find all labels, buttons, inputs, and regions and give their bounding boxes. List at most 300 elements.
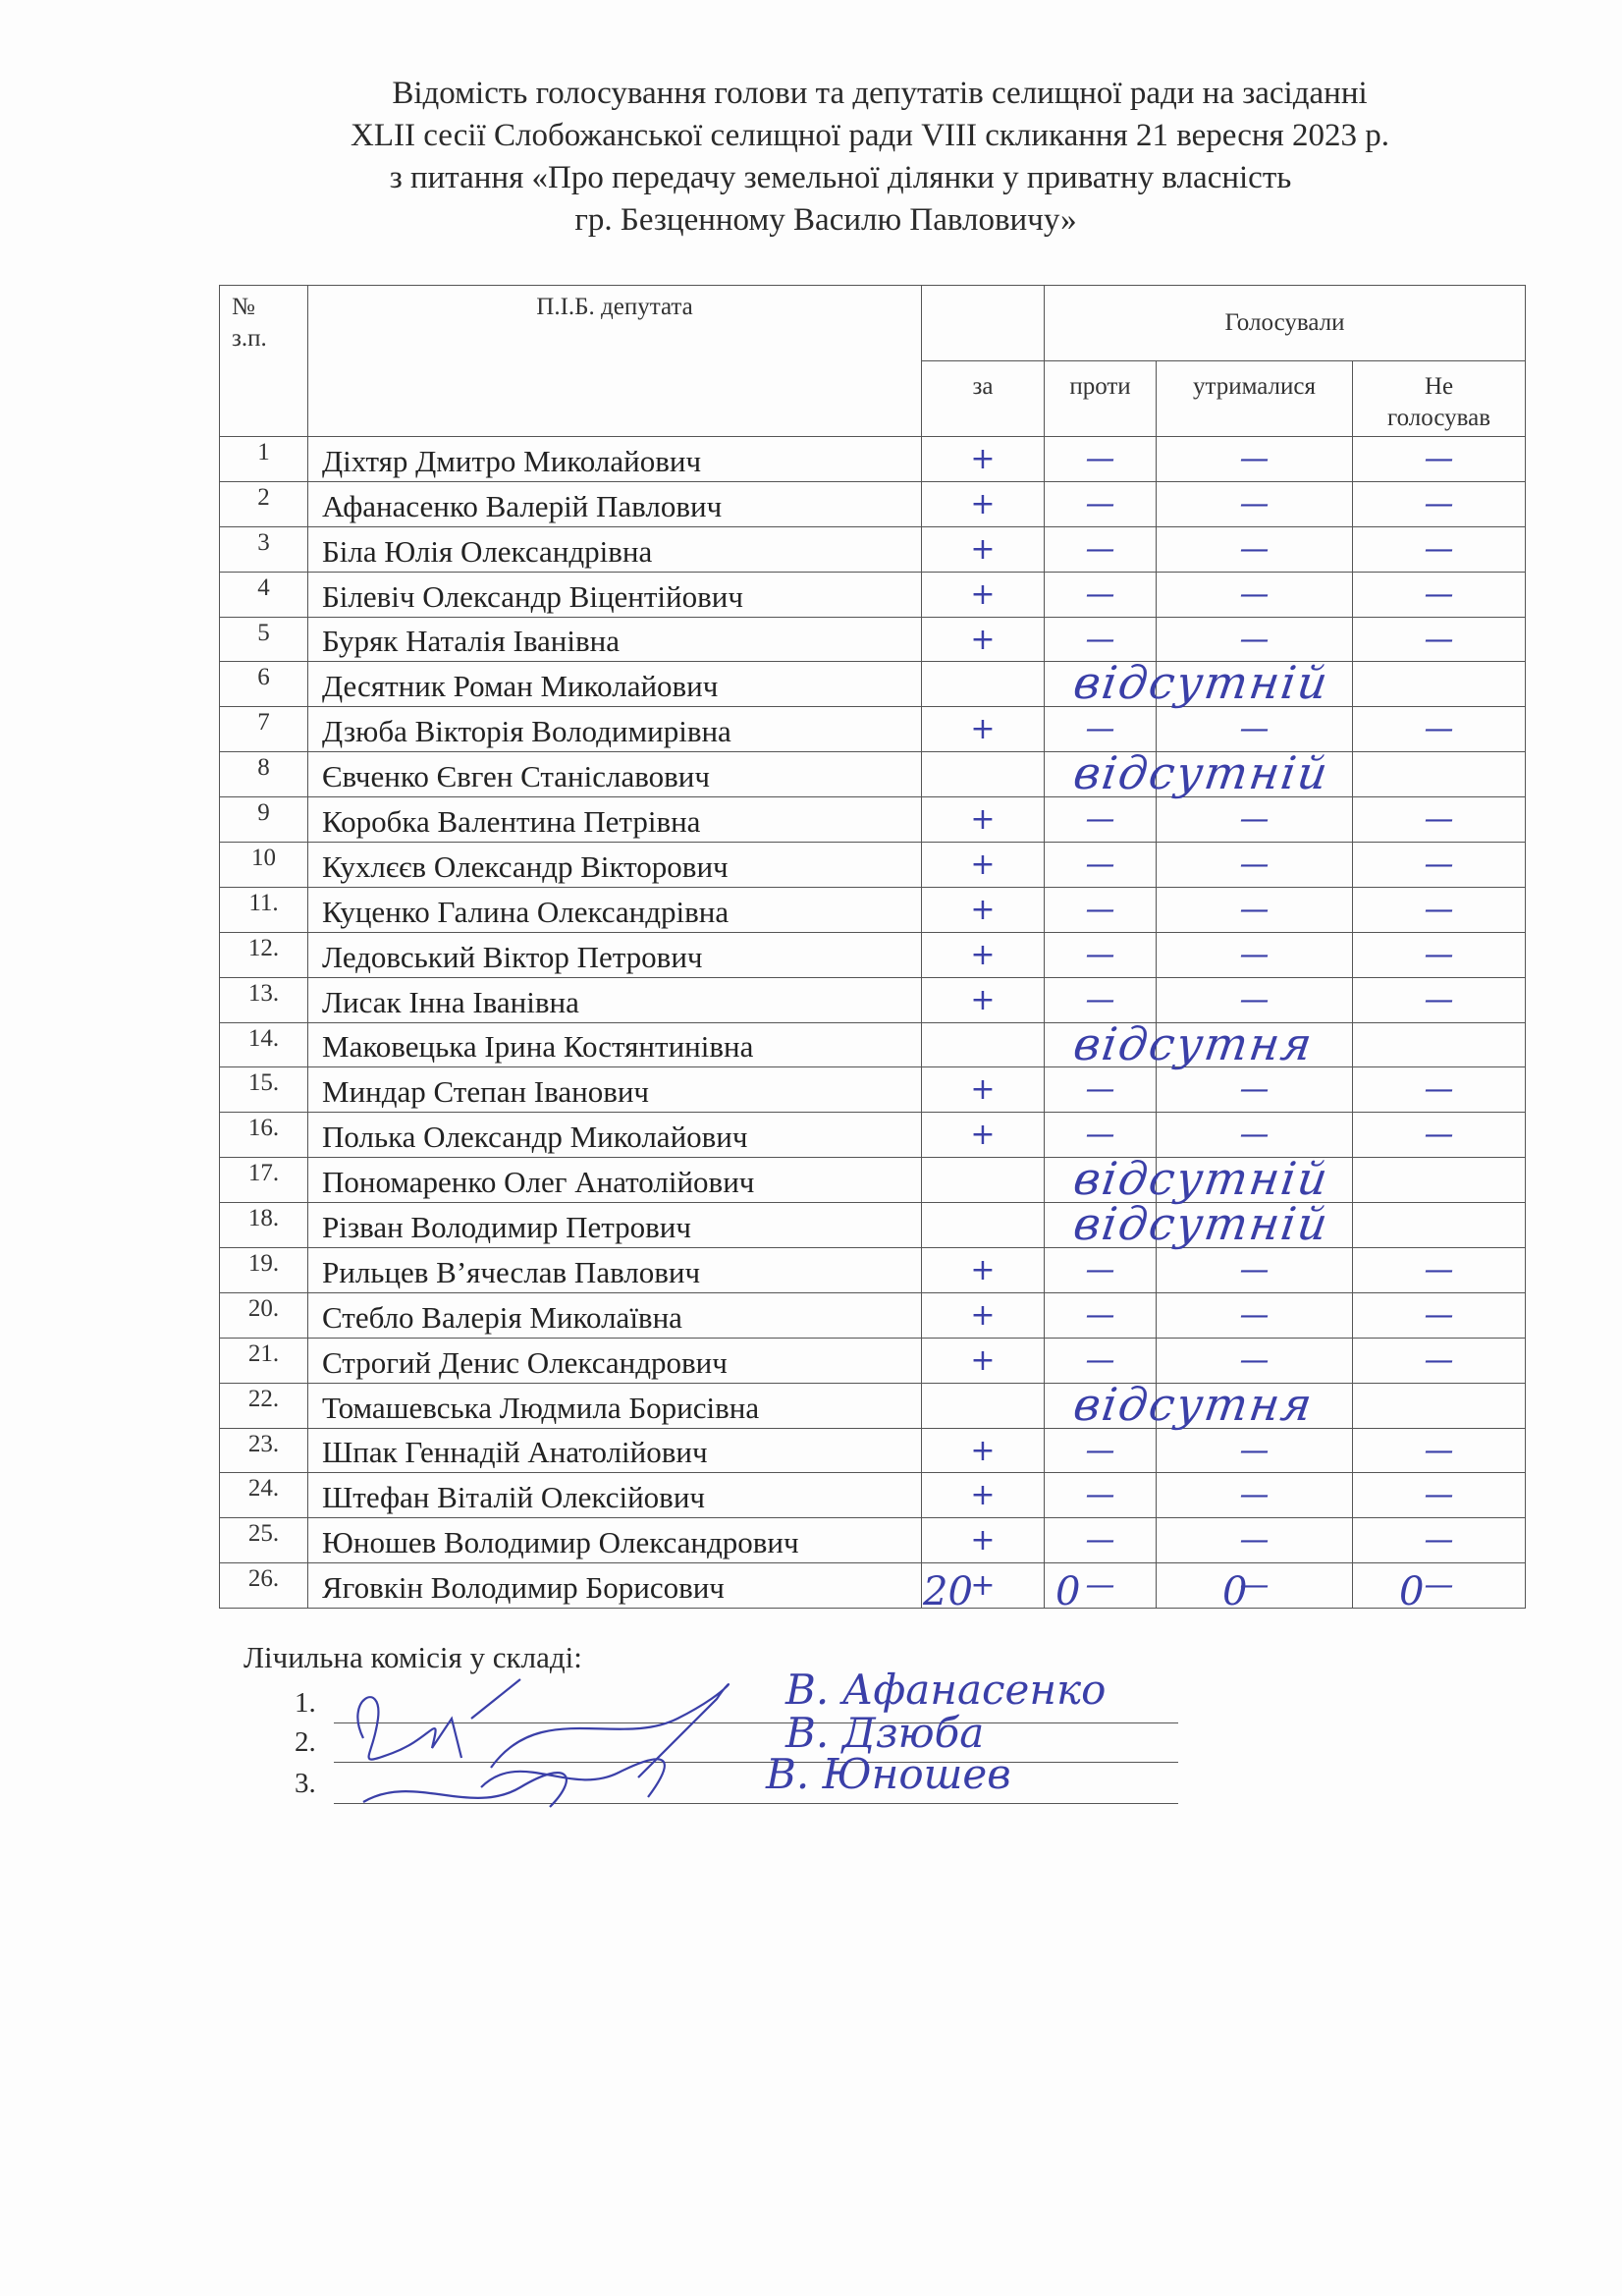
vote-abstained	[1157, 797, 1353, 843]
table-row	[220, 843, 1526, 888]
row-number-value: 4	[257, 574, 270, 601]
vote-for	[922, 617, 1045, 662]
vote-against	[1045, 1113, 1157, 1158]
vote-not-voted	[1353, 1292, 1526, 1338]
row-number	[220, 1203, 308, 1248]
vote-against	[1045, 1377, 1318, 1431]
deputy-name-value: Євченко Євген Станіславович	[322, 759, 710, 794]
vote-against-value: —	[1085, 937, 1115, 972]
deputy-name	[308, 1473, 922, 1518]
table-row	[220, 1113, 1526, 1158]
row-number-value: 18.	[247, 1205, 280, 1232]
row-number-value: 15.	[247, 1069, 280, 1097]
deputy-name	[308, 843, 922, 888]
vote-against-value: —	[1085, 802, 1115, 838]
deputy-name-value: Дзюба Вікторія Володимирівна	[322, 714, 731, 749]
vote-not-voted-value: —	[1424, 1118, 1454, 1153]
vote-against-value: —	[1085, 441, 1115, 476]
deputy-name-value: Стебло Валерія Миколаївна	[322, 1299, 682, 1335]
row-number	[220, 1292, 308, 1338]
vote-not-voted	[1353, 1473, 1526, 1518]
deputy-name-value: Шпак Геннадій Анатолійович	[322, 1435, 708, 1470]
row-number-value: 11.	[248, 889, 279, 916]
vote-not-voted-value: —	[1424, 802, 1454, 838]
vote-not-voted	[1353, 843, 1526, 888]
table-row	[220, 526, 1526, 572]
row-number-value: 16.	[247, 1115, 280, 1142]
deputy-name-value: Біла Юлія Олександрівна	[322, 533, 653, 569]
vote-not-voted-value: —	[1424, 1433, 1454, 1468]
vote-against	[1045, 1248, 1157, 1293]
vote-not-voted-value: —	[1424, 847, 1454, 882]
vote-for-value: +	[970, 1523, 996, 1558]
row-number	[220, 707, 308, 752]
vote-against	[1045, 1197, 1333, 1251]
vote-for	[922, 1292, 1045, 1338]
vote-abstained	[1157, 526, 1353, 572]
row-number-value: 21.	[247, 1339, 280, 1367]
vote-abstained	[1157, 932, 1353, 977]
absent-note: відсутній	[1070, 1197, 1333, 1251]
vote-abstained	[1157, 1338, 1353, 1383]
vote-against	[1045, 797, 1157, 843]
header-not-voted	[1353, 361, 1526, 437]
voting-table	[219, 285, 1526, 1609]
deputy-name-value: Буряк Наталія Іванівна	[322, 624, 620, 659]
vote-not-voted-value: —	[1424, 1568, 1454, 1604]
row-number	[220, 843, 308, 888]
row-number-value: 26.	[247, 1565, 280, 1593]
vote-not-voted-value: —	[1424, 441, 1454, 476]
vote-not-voted-value: —	[1424, 576, 1454, 612]
vote-for	[922, 437, 1045, 482]
deputy-name	[308, 1428, 922, 1473]
vote-not-voted-value: —	[1424, 712, 1454, 747]
deputy-name	[308, 1248, 922, 1293]
table-row	[220, 481, 1526, 526]
vote-for-value: +	[970, 1297, 996, 1333]
vote-abstained	[1157, 1248, 1353, 1293]
deputy-name	[308, 1203, 922, 1248]
vote-against	[1045, 707, 1157, 752]
vote-abstained	[1157, 1022, 1353, 1067]
vote-not-voted-value: —	[1424, 1072, 1454, 1108]
vote-abstained	[1157, 437, 1353, 482]
vote-abstained-value: —	[1239, 1523, 1270, 1558]
row-number	[220, 1428, 308, 1473]
vote-not-voted-value: —	[1424, 1342, 1454, 1378]
vote-against-value: —	[1085, 622, 1115, 657]
row-number-value: 22.	[247, 1385, 280, 1412]
table-row	[220, 932, 1526, 977]
commission-label: Лічильна комісія у складі:	[243, 1640, 582, 1674]
commission-member-2-name: В. Дзюба	[785, 1709, 985, 1757]
row-number	[220, 1158, 308, 1203]
deputy-name	[308, 662, 922, 707]
vote-not-voted-value: —	[1424, 531, 1454, 567]
vote-for	[922, 1383, 1045, 1428]
vote-against-value: —	[1085, 1433, 1115, 1468]
deputy-name	[308, 526, 922, 572]
row-number-value: 20.	[247, 1294, 280, 1322]
vote-for-value: +	[970, 1342, 996, 1378]
vote-not-voted	[1353, 797, 1526, 843]
vote-against	[1045, 526, 1157, 572]
vote-against-value: —	[1085, 1523, 1115, 1558]
vote-against	[1045, 977, 1157, 1022]
row-number	[220, 797, 308, 843]
row-number	[220, 481, 308, 526]
commission-member-1-number: 1.	[295, 1687, 316, 1719]
row-number	[220, 1067, 308, 1113]
header-not-voted-line-2: голосував	[1386, 405, 1491, 431]
vote-not-voted-value: —	[1424, 892, 1454, 927]
table-row	[220, 1067, 1526, 1113]
deputy-name	[308, 887, 922, 932]
vote-abstained-value: —	[1239, 441, 1270, 476]
vote-for-value: +	[970, 1478, 996, 1513]
vote-not-voted	[1353, 617, 1526, 662]
vote-against	[1045, 1292, 1157, 1338]
vote-for	[922, 843, 1045, 888]
deputy-name-value: Томашевська Людмила Борисівна	[322, 1390, 760, 1425]
vote-not-voted-value: —	[1424, 937, 1454, 972]
vote-not-voted	[1353, 481, 1526, 526]
vote-not-voted	[1353, 1113, 1526, 1158]
vote-abstained-value: —	[1239, 802, 1270, 838]
vote-abstained	[1157, 1158, 1353, 1203]
vote-for	[922, 1248, 1045, 1293]
vote-not-voted	[1353, 1248, 1526, 1293]
vote-abstained-value: —	[1239, 712, 1270, 747]
deputy-name	[308, 977, 922, 1022]
table-row	[220, 1473, 1526, 1518]
deputy-name	[308, 1383, 922, 1428]
vote-not-voted	[1353, 437, 1526, 482]
deputy-name-value: Штефан Віталій Олексійович	[322, 1480, 705, 1515]
vote-against-value: —	[1085, 576, 1115, 612]
vote-abstained-value: —	[1239, 622, 1270, 657]
header-number-sub: з.п.	[232, 325, 267, 352]
table-row	[220, 797, 1526, 843]
vote-not-voted-value: —	[1424, 1297, 1454, 1333]
vote-against-value: —	[1085, 1297, 1115, 1333]
deputy-name-value: Миндар Степан Іванович	[322, 1074, 650, 1110]
deputy-name-value: Рильцев В’ячеслав Павлович	[322, 1254, 701, 1289]
vote-not-voted	[1353, 1158, 1526, 1203]
vote-for-value: +	[970, 712, 996, 747]
vote-not-voted	[1353, 707, 1526, 752]
vote-abstained	[1157, 1428, 1353, 1473]
vote-for	[922, 481, 1045, 526]
table-row	[220, 1518, 1526, 1563]
vote-for	[922, 526, 1045, 572]
vote-for	[922, 1203, 1045, 1248]
vote-for-value: +	[970, 1072, 996, 1108]
vote-against	[1045, 481, 1157, 526]
vote-against	[1045, 617, 1157, 662]
commission-member-2-number: 2.	[295, 1726, 316, 1758]
deputy-name-value: Кухлєєв Олександр Вікторович	[322, 848, 729, 884]
table-row	[220, 887, 1526, 932]
vote-against	[1045, 1067, 1157, 1113]
title-line-2: XLII сесії Слобожанської селищної ради VIII скликання 21 вересня 2023 р.	[351, 118, 1389, 153]
vote-for-value: +	[970, 1118, 996, 1153]
vote-for-value: +	[970, 1433, 996, 1468]
vote-for-value: +	[970, 576, 996, 612]
vote-abstained-value: —	[1239, 1433, 1270, 1468]
vote-not-voted	[1353, 1518, 1526, 1563]
vote-abstained-value: —	[1239, 982, 1270, 1017]
deputy-name-value: Різван Володимир Петрович	[322, 1210, 691, 1245]
vote-against	[1045, 437, 1157, 482]
deputy-name-value: Куценко Галина Олександрівна	[322, 894, 730, 929]
total-abstained: 0	[1222, 1569, 1248, 1614]
row-number-value: 1	[257, 439, 270, 465]
vote-for	[922, 797, 1045, 843]
vote-abstained-value: —	[1239, 1342, 1270, 1378]
vote-against	[1045, 1152, 1333, 1206]
table-row	[220, 1338, 1526, 1383]
vote-for	[922, 1067, 1045, 1113]
row-number	[220, 932, 308, 977]
row-number-value: 9	[257, 799, 270, 827]
deputy-name-value: Лисак Інна Іванівна	[322, 984, 579, 1019]
vote-not-voted	[1353, 1203, 1526, 1248]
table-row	[220, 1383, 1526, 1428]
vote-not-voted-value: —	[1424, 982, 1454, 1017]
vote-for	[922, 887, 1045, 932]
table-row	[220, 752, 1526, 797]
vote-for-value: +	[970, 937, 996, 972]
vote-against-value: —	[1085, 531, 1115, 567]
table-row	[220, 707, 1526, 752]
row-number	[220, 1022, 308, 1067]
deputy-name	[308, 707, 922, 752]
vote-for	[922, 1113, 1045, 1158]
vote-for	[922, 1158, 1045, 1203]
vote-abstained-value: —	[1239, 847, 1270, 882]
row-number-value: 25.	[247, 1520, 280, 1548]
deputy-name	[308, 797, 922, 843]
row-number	[220, 977, 308, 1022]
total-not-voted: 0	[1399, 1569, 1425, 1614]
deputy-name-value: Полька Олександр Миколайович	[322, 1120, 748, 1155]
vote-abstained	[1157, 481, 1353, 526]
vote-abstained	[1157, 1203, 1353, 1248]
table-row	[220, 1428, 1526, 1473]
deputy-name	[308, 1292, 922, 1338]
title-line-1: Відомість голосування голови та депутатів селищної ради на засіданні	[392, 76, 1368, 111]
vote-for-value: +	[970, 1568, 996, 1604]
vote-not-voted	[1353, 1067, 1526, 1113]
vote-against	[1045, 1518, 1157, 1563]
vote-abstained-value: —	[1239, 1297, 1270, 1333]
row-number-value: 12.	[247, 934, 280, 961]
deputy-name	[308, 1518, 922, 1563]
vote-abstained-value: —	[1239, 1252, 1270, 1287]
vote-for-value: +	[970, 1252, 996, 1287]
row-number	[220, 617, 308, 662]
vote-against-value: —	[1085, 1478, 1115, 1513]
vote-not-voted	[1353, 932, 1526, 977]
vote-not-voted	[1353, 1428, 1526, 1473]
vote-against	[1045, 1428, 1157, 1473]
deputy-name-value: Пономаренко Олег Анатолійович	[322, 1165, 755, 1200]
vote-abstained-value: —	[1239, 1568, 1270, 1604]
row-number	[220, 662, 308, 707]
vote-against	[1045, 572, 1157, 617]
header-blank	[922, 286, 1045, 361]
vote-not-voted-value: —	[1424, 1523, 1454, 1558]
row-number-value: 19.	[247, 1250, 280, 1278]
deputy-name-value: Діхтяр Дмитро Миколайович	[322, 443, 702, 478]
deputy-name	[308, 1022, 922, 1067]
title-line-4: гр. Безценному Василю Павловичу»	[574, 202, 1077, 238]
vote-against-value: —	[1085, 1568, 1115, 1604]
vote-for	[922, 1338, 1045, 1383]
header-abstained: утрималися	[1157, 361, 1353, 437]
row-number-value: 8	[257, 754, 270, 782]
deputy-name	[308, 572, 922, 617]
vote-against-value: —	[1085, 712, 1115, 747]
deputy-name-value: Афанасенко Валерій Павлович	[322, 488, 723, 523]
vote-against-value: —	[1085, 982, 1115, 1017]
vote-against-value: —	[1085, 847, 1115, 882]
row-number	[220, 1383, 308, 1428]
header-number	[220, 286, 308, 437]
vote-abstained	[1157, 1067, 1353, 1113]
vote-abstained	[1157, 843, 1353, 888]
vote-for	[922, 977, 1045, 1022]
row-number-value: 17.	[247, 1160, 280, 1187]
vote-against	[1045, 656, 1333, 710]
vote-not-voted	[1353, 662, 1526, 707]
vote-against	[1045, 1338, 1157, 1383]
absent-note: відсутній	[1070, 1152, 1333, 1206]
table-row	[220, 1022, 1526, 1067]
vote-for-value: +	[970, 531, 996, 567]
deputy-name-value: Білевіч Олександр Віцентійович	[322, 578, 743, 614]
vote-abstained-value: —	[1239, 531, 1270, 567]
vote-not-voted	[1353, 887, 1526, 932]
vote-not-voted-value: —	[1424, 1252, 1454, 1287]
row-number	[220, 1518, 308, 1563]
table-row	[220, 1158, 1526, 1203]
header-voted-group: Голосували	[1045, 286, 1526, 361]
row-number-value: 24.	[247, 1475, 280, 1503]
handwritten-signatures	[324, 1660, 766, 1817]
vote-abstained-value: —	[1239, 486, 1270, 521]
table-row	[220, 437, 1526, 482]
vote-abstained-value: —	[1239, 1478, 1270, 1513]
vote-for-value: +	[970, 486, 996, 521]
absent-note: відсутній	[1070, 746, 1333, 800]
total-against: 0	[1055, 1569, 1081, 1614]
vote-for	[922, 662, 1045, 707]
deputy-name-value: Маковецька Ірина Костянтинівна	[322, 1029, 754, 1065]
header-for: за	[922, 361, 1045, 437]
vote-for	[922, 752, 1045, 797]
header-number-label: №	[232, 294, 255, 320]
deputy-name-value: Юношев Володимир Олександрович	[322, 1525, 799, 1560]
header-not-voted-line-1: Не	[1424, 373, 1454, 400]
vote-not-voted	[1353, 752, 1526, 797]
vote-abstained-value: —	[1239, 1118, 1270, 1153]
vote-abstained	[1157, 707, 1353, 752]
commission-member-3-name: В. Юношев	[766, 1750, 1011, 1798]
deputy-name	[308, 932, 922, 977]
row-number-value: 14.	[247, 1024, 280, 1052]
deputy-name-value: Строгий Денис Олександрович	[322, 1344, 728, 1380]
row-number-value: 5	[257, 619, 270, 646]
vote-for	[922, 1473, 1045, 1518]
absent-note: відсутня	[1070, 1377, 1318, 1431]
row-number	[220, 887, 308, 932]
deputy-name	[308, 617, 922, 662]
row-number	[220, 1113, 308, 1158]
vote-abstained	[1157, 572, 1353, 617]
header-name: П.І.Б. депутата	[308, 286, 922, 437]
vote-against-value: —	[1085, 486, 1115, 521]
vote-against	[1045, 746, 1333, 800]
deputy-name-value: Яговкін Володимир Борисович	[322, 1570, 725, 1606]
voting-table-body	[220, 437, 1526, 1609]
deputy-name-value: Коробка Валентина Петрівна	[322, 804, 701, 840]
row-number	[220, 526, 308, 572]
vote-against	[1045, 1016, 1318, 1070]
deputy-name	[308, 437, 922, 482]
vote-for-value: +	[970, 802, 996, 838]
table-row	[220, 572, 1526, 617]
vote-not-voted	[1353, 572, 1526, 617]
deputy-name	[308, 1158, 922, 1203]
commission-member-3-number: 3.	[295, 1768, 316, 1799]
deputy-name	[308, 1113, 922, 1158]
vote-for	[922, 1022, 1045, 1067]
document-title	[0, 73, 1622, 242]
vote-abstained-value: —	[1239, 937, 1270, 972]
vote-abstained	[1157, 752, 1353, 797]
vote-abstained	[1157, 662, 1353, 707]
absent-note: відсутній	[1070, 656, 1333, 710]
vote-for-value: +	[970, 847, 996, 882]
row-number	[220, 1473, 308, 1518]
absent-note: відсутня	[1070, 1016, 1318, 1070]
vote-abstained	[1157, 977, 1353, 1022]
deputy-name-value: Десятник Роман Миколайович	[322, 669, 719, 704]
header-against: проти	[1045, 361, 1157, 437]
vote-abstained-value: —	[1239, 576, 1270, 612]
table-row	[220, 1292, 1526, 1338]
table-row	[220, 662, 1526, 707]
row-number-value: 10	[251, 845, 276, 872]
deputy-name-value: Ледовський Віктор Петрович	[322, 939, 703, 974]
row-number	[220, 1248, 308, 1293]
row-number-value: 6	[257, 664, 270, 691]
vote-against-value: —	[1085, 1072, 1115, 1108]
row-number	[220, 752, 308, 797]
table-row	[220, 1203, 1526, 1248]
vote-abstained	[1157, 887, 1353, 932]
row-number-value: 2	[257, 483, 270, 511]
vote-abstained-value: —	[1239, 1072, 1270, 1108]
totals-row	[0, 1569, 1622, 1628]
deputy-name	[308, 1067, 922, 1113]
row-number	[220, 1338, 308, 1383]
vote-against	[1045, 843, 1157, 888]
vote-abstained	[1157, 1518, 1353, 1563]
